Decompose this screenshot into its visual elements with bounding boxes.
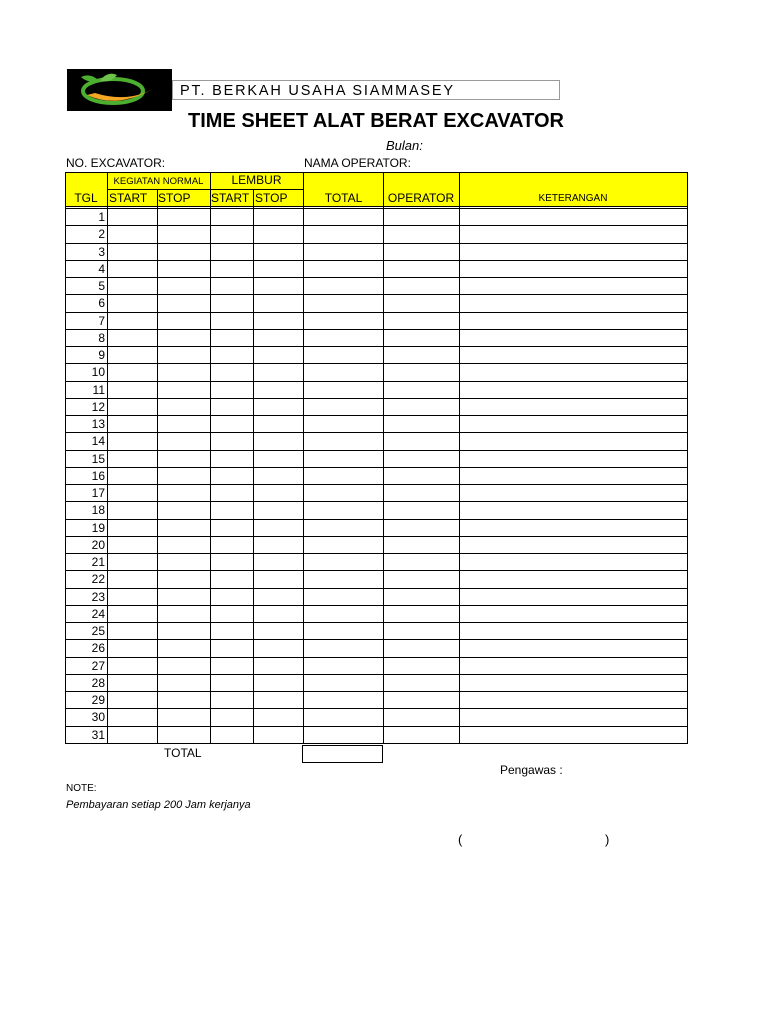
row-divider bbox=[65, 243, 687, 244]
row-divider bbox=[65, 605, 687, 606]
row-divider bbox=[65, 726, 687, 727]
day-number: 10 bbox=[91, 365, 105, 380]
day-number: 16 bbox=[91, 468, 105, 483]
day-number: 24 bbox=[91, 606, 105, 621]
day-number: 18 bbox=[91, 503, 105, 518]
column-divider bbox=[687, 172, 688, 744]
day-number: 1 bbox=[98, 210, 105, 224]
column-divider bbox=[107, 172, 108, 744]
row-divider bbox=[65, 312, 687, 313]
row-divider bbox=[65, 432, 687, 433]
row-divider bbox=[65, 588, 687, 589]
row-divider bbox=[65, 225, 687, 226]
day-number: 13 bbox=[91, 417, 105, 431]
day-number: 31 bbox=[91, 727, 105, 742]
day-number: 2 bbox=[98, 227, 105, 242]
row-divider bbox=[65, 519, 687, 520]
row-divider bbox=[65, 398, 687, 399]
column-divider bbox=[303, 172, 304, 744]
column-divider bbox=[157, 189, 158, 744]
day-number: 6 bbox=[98, 296, 105, 311]
row-divider bbox=[65, 674, 687, 675]
company-name: PT. BERKAH USAHA SIAMMASEY bbox=[172, 80, 560, 100]
row-divider bbox=[65, 277, 687, 278]
row-divider bbox=[65, 743, 687, 744]
signature-paren-open: ( bbox=[458, 832, 463, 847]
day-number: 17 bbox=[91, 486, 105, 500]
operator-name-label: NAMA OPERATOR: bbox=[304, 156, 411, 170]
day-number: 4 bbox=[98, 261, 105, 276]
column-divider bbox=[459, 172, 460, 744]
row-divider bbox=[65, 381, 687, 382]
row-divider bbox=[65, 484, 687, 485]
day-number: 30 bbox=[91, 710, 105, 725]
header-normal-activity: KEGIATAN NORMAL bbox=[113, 176, 204, 187]
header-total: TOTAL bbox=[324, 191, 363, 205]
total-field[interactable] bbox=[302, 745, 383, 763]
row-divider bbox=[65, 363, 687, 364]
row-divider bbox=[65, 553, 687, 554]
row-divider bbox=[65, 536, 687, 537]
row-divider bbox=[65, 691, 687, 692]
total-label: TOTAL bbox=[164, 746, 202, 760]
day-number: 23 bbox=[91, 589, 105, 604]
row-divider bbox=[65, 329, 687, 330]
header-overtime-start: START bbox=[211, 191, 250, 205]
row-divider bbox=[65, 260, 687, 261]
row-divider bbox=[65, 467, 687, 468]
day-number: 19 bbox=[91, 520, 105, 535]
day-number: 9 bbox=[98, 348, 105, 362]
day-number: 20 bbox=[91, 537, 105, 552]
column-divider bbox=[383, 172, 384, 744]
header-normal-stop: STOP bbox=[158, 191, 191, 205]
day-number: 14 bbox=[91, 434, 105, 449]
supervisor-label: Pengawas : bbox=[500, 763, 563, 777]
day-number: 26 bbox=[91, 641, 105, 656]
header-group-divider bbox=[107, 189, 303, 190]
day-number: 28 bbox=[91, 675, 105, 690]
header-overtime-stop: STOP bbox=[255, 191, 288, 205]
company-logo bbox=[67, 69, 172, 111]
row-divider bbox=[65, 415, 687, 416]
excavator-number-label: NO. EXCAVATOR: bbox=[66, 156, 166, 170]
row-divider bbox=[65, 450, 687, 451]
column-divider bbox=[253, 189, 254, 744]
row-divider bbox=[65, 639, 687, 640]
header-overtime: LEMBUR bbox=[231, 173, 282, 187]
row-divider bbox=[65, 294, 687, 295]
day-number: 25 bbox=[91, 624, 105, 638]
header-tgl: TGL bbox=[74, 191, 98, 205]
page-title: TIME SHEET ALAT BERAT EXCAVATOR bbox=[188, 110, 564, 132]
note-label: NOTE: bbox=[66, 783, 97, 794]
day-number: 21 bbox=[91, 555, 105, 569]
header-notes: KETERANGAN bbox=[538, 193, 608, 204]
signature-paren-close: ) bbox=[605, 832, 610, 847]
day-number: 29 bbox=[91, 693, 105, 707]
header-bottom-border bbox=[65, 206, 687, 207]
row-divider bbox=[65, 501, 687, 502]
day-number: 12 bbox=[91, 399, 105, 414]
day-number: 27 bbox=[91, 658, 105, 673]
day-number: 5 bbox=[98, 279, 105, 293]
month-label: Bulan: bbox=[386, 138, 423, 153]
row-divider bbox=[65, 570, 687, 571]
leaf-swoosh-icon bbox=[67, 69, 172, 111]
row-divider bbox=[65, 208, 687, 209]
note-text: Pembayaran setiap 200 Jam kerjanya bbox=[66, 799, 251, 811]
row-divider bbox=[65, 708, 687, 709]
day-number: 22 bbox=[91, 572, 105, 587]
table-top-border bbox=[65, 172, 687, 173]
header-normal-start: START bbox=[109, 191, 148, 205]
day-number: 15 bbox=[91, 451, 105, 466]
row-divider bbox=[65, 657, 687, 658]
row-divider bbox=[65, 622, 687, 623]
header-operator: OPERATOR bbox=[387, 191, 455, 205]
day-number: 11 bbox=[92, 382, 105, 397]
day-number: 7 bbox=[98, 313, 105, 328]
day-number: 8 bbox=[98, 330, 105, 345]
day-number: 3 bbox=[98, 244, 105, 259]
row-divider bbox=[65, 346, 687, 347]
column-divider bbox=[210, 172, 211, 744]
